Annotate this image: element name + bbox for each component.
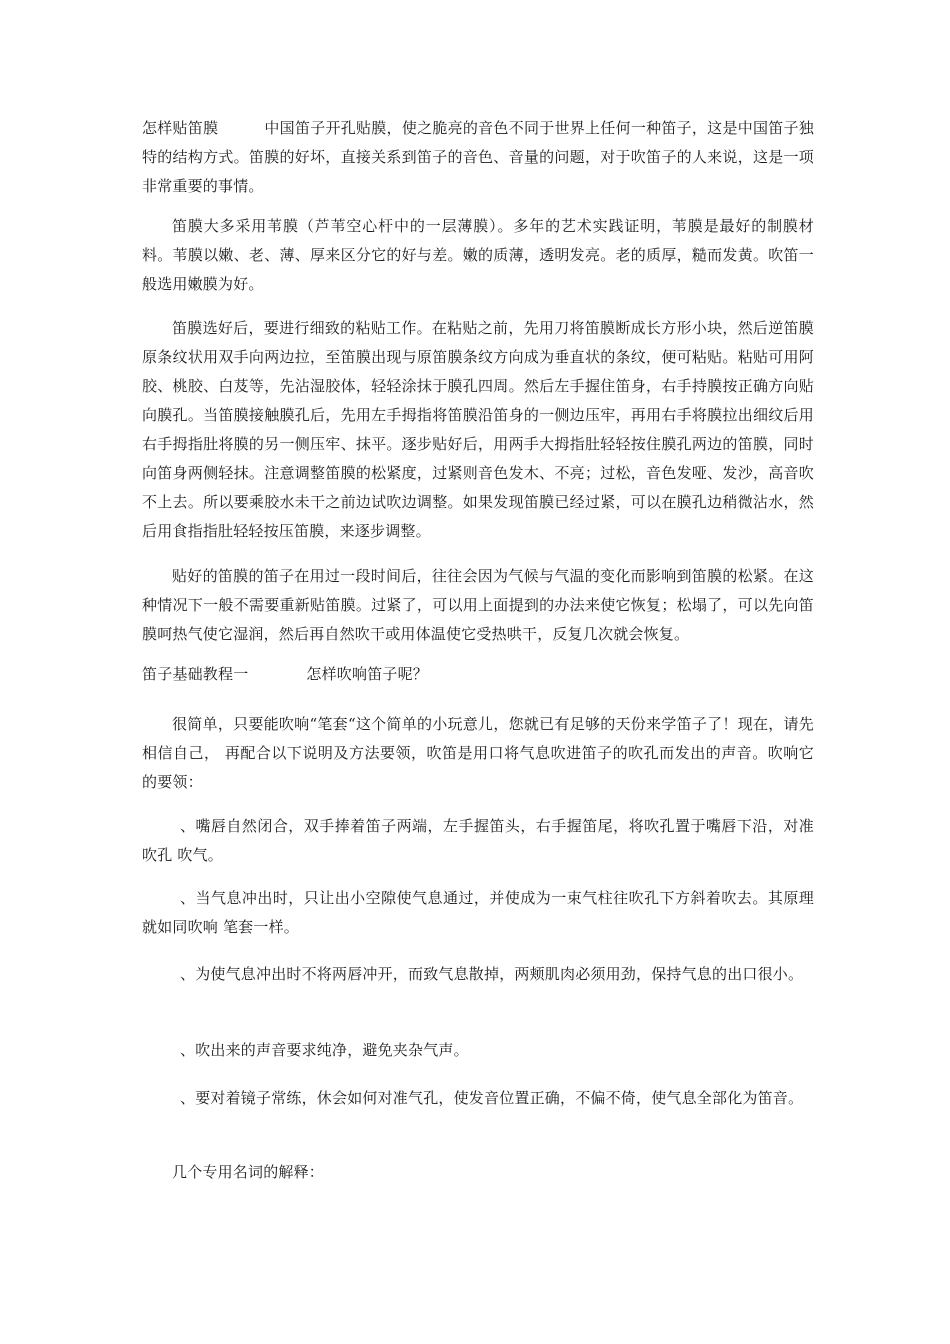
paragraph-intro [142, 114, 814, 201]
section-heading-tutorial [142, 660, 814, 689]
paragraph-intro-text: 中国笛子开孔贴膜，使之脆亮的音色不同于世界上任何一种笛子，这是中国笛子独特的结构方式。笛膜的好坏，直接关系到笛子的音色、音量的问题，对于吹笛子的人来说，这是一项非常重要的事情。 [142, 119, 814, 195]
list-item: 、当气息冲出时，只让出小空隙使气息通过，并使成为一束气柱往吹孔下方斜着吹去。其原理就如同吹响 笔套一样。 [142, 889, 814, 936]
list-item: 、为使气息冲出时不将两唇冲开，而致气息散掉，两颊肌肉必须用劲，保持气息的出口很小。 [180, 965, 804, 983]
paragraph-how-to-blow: 很简单，只要能吹响“笔套“这个简单的小玩意儿，您就已有足够的天份来学笛子了！现在，请先相信自己， 再配合以下说明及方法要领，吹笛是用口将气息吹进笛子的吹孔而发出的声音。吹响它的要领： [142, 715, 814, 791]
list-item: 、吹出来的声音要求纯净，避免夹杂气声。 [180, 1041, 469, 1059]
paragraph-maintenance: 贴好的笛膜的笛子在用过一段时间后，往往会因为气候与气温的变化而影响到笛膜的松紧。在这种情况下一般不需要重新贴笛膜。过紧了，可以用上面提到的办法来使它恢复；松塌了，可以先向笛膜呵热气使它湿润，然后再自然吹干或用体温使它受热哄干，反复几次就会恢复。 [142, 567, 814, 643]
tutorial-subtitle: 怎样吹响笛子呢？ [306, 665, 429, 683]
list-item: 、要对着镜子常练，休会如何对准气孔，使发音位置正确，不偏不倚，使气息全部化为笛音。 [180, 1089, 804, 1107]
section-title-tape: 怎样贴笛膜 [142, 119, 219, 137]
paragraph-terms: 几个专用名词的解释： [172, 1163, 325, 1181]
paragraph-pasting-process: 笛膜选好后，要进行细致的粘贴工作。在粘贴之前，先用刀将笛膜断成长方形小块，然后逆笛膜原条纹状用双手向两边拉，至笛膜出现与原笛膜条纹方向成为垂直状的条纹，便可粘贴。粘贴可用阿胶、桃胶、白芨等，先沾湿胶体，轻轻涂抹于膜孔四周。然后左手握住笛身，右手持膜按正确方向贴向膜孔。当笛膜接触膜孔后，先用左手拇指将笛膜沿笛身的一侧边压牢，再用右手将膜拉出细纹后用右手拇指肚将膜的另一侧压牢、抹平。逐步贴好后，用两手大拇指肚轻轻按住膜孔两边的笛膜，同时向笛身两侧轻抹。注意调整笛膜的松紧度，过紧则音色发木、不亮；过松，音色发哑、发沙，高音吹不上去。所以要乘胶水未干之前边试吹边调整。如果发现笛膜已经过紧，可以在膜孔边稍微沾水，然后用食指指肚轻轻按压笛膜，来逐步调整。 [142, 319, 814, 540]
tutorial-title: 笛子基础教程一 [142, 665, 249, 683]
list-item: 、嘴唇自然闭合，双手捧着笛子两端，左手握笛头，右手握笛尾，将吹孔置于嘴唇下沿，对准吹孔 吹气。 [142, 817, 814, 864]
paragraph-membrane-material: 笛膜大多采用苇膜（芦苇空心杆中的一层薄膜）。多年的艺术实践证明，苇膜是最好的制膜材料。苇膜以嫩、老、薄、厚来区分它的好与差。嫩的质薄，透明发亮。老的质厚，糙而发黄。吹笛一般选用嫩膜为好。 [142, 217, 814, 293]
